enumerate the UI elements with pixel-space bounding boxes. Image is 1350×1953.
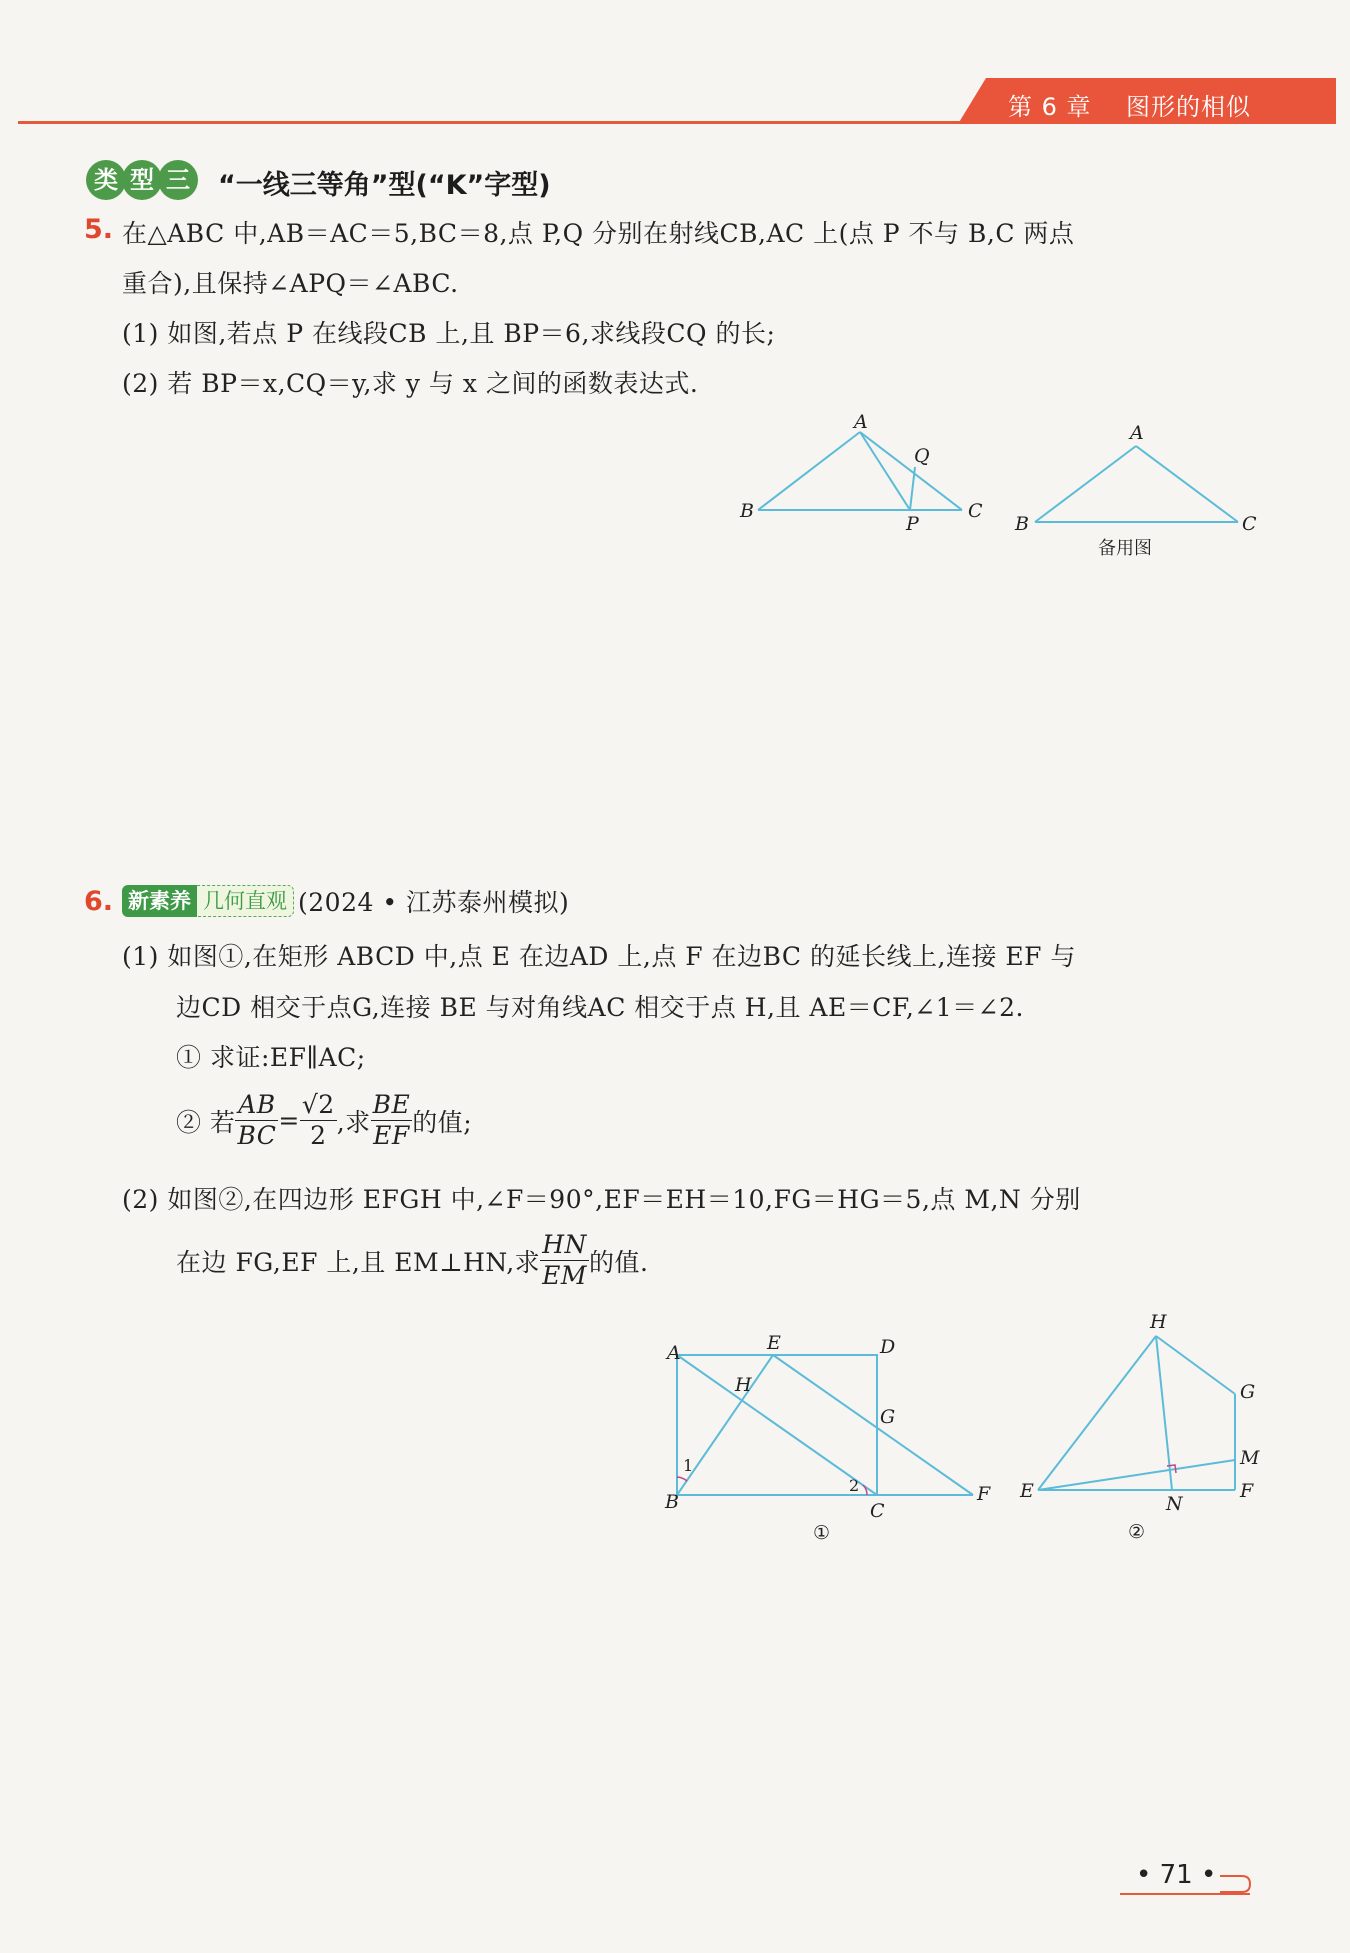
label-p: P — [906, 513, 919, 535]
label-f: F — [1240, 1480, 1254, 1502]
label-a: A — [667, 1342, 681, 1364]
angle-1-arc — [677, 1477, 687, 1481]
figure-1-caption: ① — [813, 1522, 831, 1544]
label-d: D — [880, 1336, 896, 1358]
q5-stem-line1: 在△ABC 中,AB＝AC＝5,BC＝8,点 P,Q 分别在射线CB,AC 上(点 P 不与 B,C 两点 — [122, 219, 1075, 248]
q6-figure-2 — [1010, 1310, 1270, 1550]
q6-part1-line2: 边CD 相交于点G,连接 BE 与对角线AC 相交于点 H,且 AE＝CF,∠1＝∠2. — [176, 993, 1024, 1022]
q6-sub2 — [176, 1090, 472, 1151]
backup-ac — [1136, 446, 1238, 522]
label-n: N — [1166, 1493, 1183, 1515]
label-f: F — [977, 1483, 991, 1505]
segment-hg — [1156, 1336, 1235, 1394]
segment-ef — [773, 1355, 973, 1495]
badge-char: 三 — [158, 160, 198, 200]
equals-sign: = — [278, 1106, 300, 1135]
label-g: G — [1240, 1381, 1256, 1403]
fraction-ab-bc: $\frac{AB}{BC}$ — [237, 1090, 277, 1150]
label-c: C — [968, 500, 983, 522]
q6-part2-line1: (2) 如图②,在四边形 EFGH 中,∠F＝90°,EF＝EH＝10,FG＝HG＝5,点 M,N 分别 — [122, 1185, 1081, 1214]
segment-em — [1038, 1460, 1235, 1490]
page-number: • 71 • — [1136, 1860, 1217, 1890]
part2-prefix: 在边 FG,EF 上,且 EM⊥HN,求 — [176, 1247, 541, 1277]
label-angle-1: 1 — [683, 1456, 694, 1475]
sub2-prefix: ② 若 — [176, 1107, 236, 1137]
label-a: A — [854, 411, 868, 433]
backup-label-c: C — [1242, 513, 1257, 535]
badge-char: 型 — [122, 160, 162, 200]
question-number: 6. — [84, 886, 114, 917]
backup-label-a: A — [1130, 422, 1144, 444]
label-e: E — [767, 1332, 781, 1354]
label-b: B — [740, 500, 754, 522]
label-b: B — [665, 1491, 679, 1513]
section-title: “一线三等角”型(“K”字型) — [218, 170, 551, 201]
segment-ab — [758, 432, 860, 510]
q6-sub1: ① 求证:EF∥AC; — [176, 1043, 366, 1072]
q6-part2-line2 — [176, 1230, 648, 1291]
sub2-suffix: 的值; — [412, 1107, 473, 1137]
label-q: Q — [914, 445, 930, 467]
literacy-tag — [122, 885, 569, 917]
segment-hn — [1156, 1336, 1172, 1490]
q5-part1: (1) 如图,若点 P 在线段CB 上,且 BP＝6,求线段CQ 的长; — [122, 319, 776, 348]
q6-figure-1 — [655, 1325, 1005, 1550]
backup-ab — [1035, 446, 1136, 522]
backup-caption: 备用图 — [1098, 538, 1152, 559]
fraction-hn-em: $\frac{HN}{EM}$ — [542, 1230, 587, 1290]
segment-eh — [1038, 1336, 1156, 1490]
segment-pq — [910, 467, 915, 510]
label-angle-2: 2 — [849, 1476, 860, 1495]
label-h: H — [1150, 1311, 1167, 1333]
part2-suffix: 的值. — [589, 1247, 649, 1277]
q5-stem-line2: 重合),且保持∠APQ＝∠ABC. — [122, 269, 459, 298]
label-h: H — [735, 1374, 752, 1396]
q5-part2: (2) 若 BP＝x,CQ＝y,求 y 与 x 之间的函数表达式. — [122, 369, 699, 398]
sub2-mid: ,求 — [336, 1107, 371, 1137]
type-badge — [86, 160, 198, 200]
figure-2-caption: ② — [1128, 1521, 1146, 1543]
backup-label-b: B — [1015, 513, 1029, 535]
label-g: G — [880, 1406, 896, 1428]
chapter-heading: 第 6 章 图形的相似 — [1008, 93, 1252, 121]
q6-part1-line1: (1) 如图①,在矩形 ABCD 中,点 E 在边AD 上,点 F 在边BC 的延长线上,连接 EF 与 — [122, 942, 1076, 971]
tag-main: 新素养 — [122, 885, 197, 917]
question-source: (2024 • 江苏泰州模拟) — [298, 888, 570, 917]
segment-ap — [860, 432, 910, 510]
page-arrow-icon — [1218, 1872, 1252, 1894]
badge-char: 类 — [86, 160, 126, 200]
fraction-be-ef: $\frac{BE}{EF}$ — [372, 1090, 411, 1150]
q5-figure — [730, 410, 1270, 570]
label-e: E — [1020, 1480, 1034, 1502]
tag-sub: 几何直观 — [197, 885, 294, 917]
label-c: C — [870, 1500, 885, 1522]
question-number: 5. — [84, 214, 114, 245]
label-m: M — [1240, 1447, 1260, 1469]
diagonal-ac — [677, 1355, 877, 1495]
fraction-root2-2: $\frac{√2}{2}$ — [301, 1090, 335, 1150]
